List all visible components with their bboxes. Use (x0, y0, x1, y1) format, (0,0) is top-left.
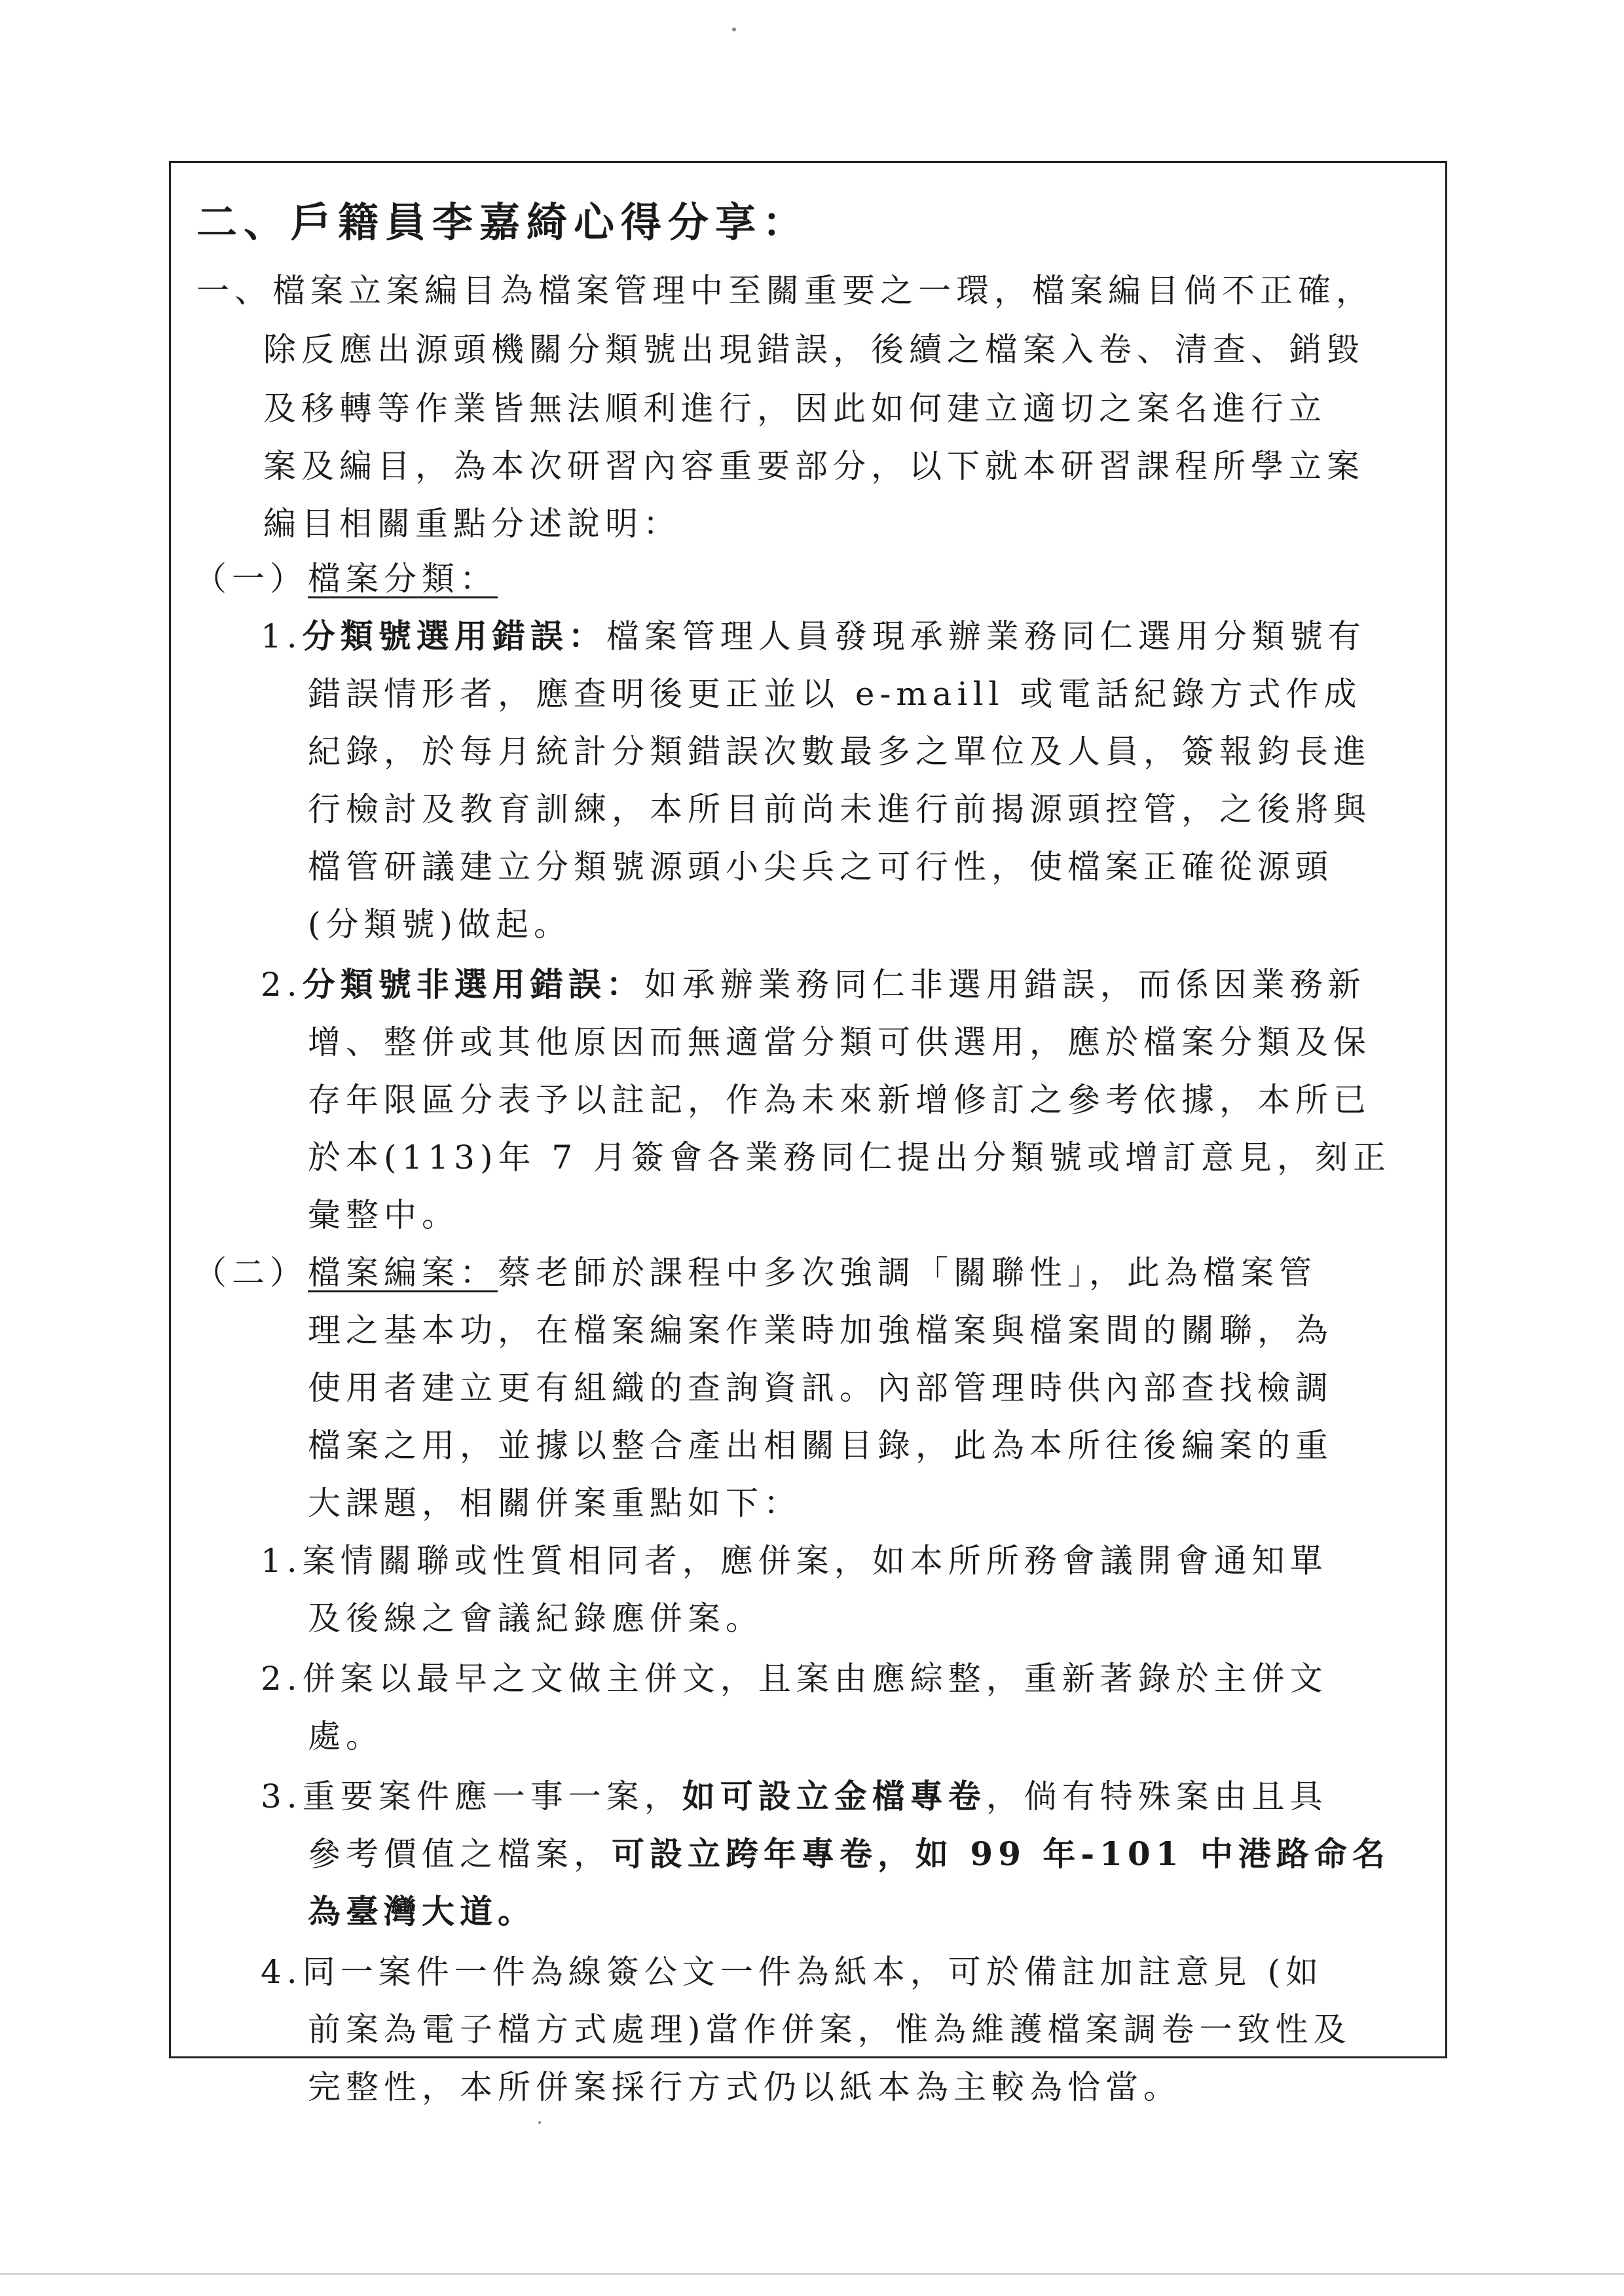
part2-item3-number: 3. (261, 1777, 303, 1815)
part2-item1-line: 及後線之會議紀錄應併案。 (308, 1599, 764, 1637)
part2-item4-line: 完整性，本所併案採行方式仍以紙本為主較為恰當。 (308, 2068, 1181, 2106)
part1-item1-first-line (261, 608, 1366, 665)
part1-item2-text: 如承辦業務同仁非選用錯誤，而係因業務新 (644, 966, 1366, 1004)
part1-item2-first-line (261, 956, 1366, 1013)
part2-item3-text: 重要案件應一事一案， (302, 1777, 682, 1815)
part2-item3-line (308, 1825, 1390, 1883)
part2-item4-number: 4. (261, 1953, 303, 1991)
part2-item1-number: 1. (261, 1542, 303, 1580)
part2-item3-line: 為臺灣大道。 (308, 1892, 536, 1931)
part1-item1-line: 行檢討及教育訓練，本所目前尚未進行前揭源頭控管，之後將與 (308, 790, 1371, 828)
part1-item1-line: 紀錄，於每月統計分類錯誤次數最多之單位及人員，簽報鈞長進 (308, 733, 1371, 771)
part2-first-line (194, 1244, 1317, 1302)
part1-item1-line: (分類號)做起。 (308, 905, 572, 943)
part1-item2-line: 增、整併或其他原因而無適當分類可供選用，應於檔案分類及保 (308, 1023, 1371, 1061)
section-title: 二、戶籍員李嘉綺心得分享： (196, 198, 810, 246)
part2-item3-text: ，倘有特殊案由且具 (986, 1777, 1328, 1815)
part2-item4-text: 同一案件一件為線簽公文一件為紙本，可於備註加註意見 (如 (302, 1953, 1324, 1991)
scan-speck (732, 27, 736, 31)
part1-item2-number: 2. (261, 966, 303, 1004)
part1-item2-line: 存年限區分表予以註記，作為未來新增修訂之參考依據，本所已 (308, 1081, 1371, 1119)
intro-line: 除反應出源頭機關分類號出現錯誤，後續之檔案入卷、清查、銷毀 (263, 331, 1365, 369)
part2-line: 大課題，相關併案重點如下： (308, 1484, 802, 1522)
part2-item2-line: 處。 (308, 1717, 384, 1755)
part1-heading (194, 550, 498, 608)
part2-item2-text: 併案以最早之文做主併文，且案由應綜整，重新著錄於主併文 (302, 1660, 1328, 1698)
part2-text: 蔡老師於課程中多次強調「關聯性」，此為檔案管 (498, 1254, 1317, 1292)
part1-item2-title: 分類號非選用錯誤： (302, 965, 644, 1004)
part1-item2-line: 於本(113)年 7 月簽會各業務同仁提出分類號或增訂意見，刻正 (308, 1139, 1392, 1176)
part2-item4-line: 前案為電子檔方式處理)當作併案，惟為維護檔案調卷一致性及 (308, 2011, 1352, 2049)
part1-item1-line: 檔管研議建立分類號源頭小尖兵之可行性，使檔案正確從源頭 (308, 848, 1333, 886)
part2-item3-bold: 可設立跨年專卷，如 99 年-101 中港路命名 (612, 1834, 1390, 1873)
part1-marker: （一） (194, 560, 308, 598)
intro-line: 案及編目，為本次研習內容重要部分，以下就本研習課程所學立案 (263, 447, 1365, 485)
part2-item3-first-line (261, 1768, 1328, 1825)
part2-item4-first-line (261, 1943, 1323, 2001)
intro-line: 及移轉等作業皆無法順利進行，因此如何建立適切之案名進行立 (263, 390, 1327, 428)
part1-title: 檔案分類： (308, 560, 498, 598)
part2-title: 檔案編案： (308, 1254, 498, 1292)
part2-item2-first-line (261, 1650, 1328, 1707)
part1-item1-line: 錯誤情形者，應查明後更正並以 e-maill 或電話紀錄方式作成 (308, 675, 1362, 713)
part2-line: 檔案之用，並據以整合產出相關目錄，此為本所往後編案的重 (308, 1427, 1333, 1465)
intro-line: 編目相關重點分述說明： (263, 505, 681, 543)
part1-item2-line: 彙整中。 (308, 1196, 460, 1234)
scan-speck (538, 2121, 541, 2124)
part2-item1-first-line (261, 1532, 1328, 1590)
part2-marker: （二） (194, 1254, 308, 1292)
scan-edge-line (0, 2273, 1624, 2275)
part1-item1-number: 1. (261, 617, 303, 655)
part2-item3-bold: 如可設立金檔專卷 (682, 1777, 986, 1815)
part2-line: 理之基本功，在檔案編案作業時加強檔案與檔案間的關聯，為 (308, 1311, 1333, 1349)
part2-line: 使用者建立更有組織的查詢資訊。內部管理時供內部查找檢調 (308, 1369, 1333, 1407)
part2-item2-number: 2. (261, 1660, 303, 1698)
part1-item1-title: 分類號選用錯誤： (302, 617, 606, 655)
part1-item1-text: 檔案管理人員發現承辦業務同仁選用分類號有 (606, 617, 1366, 655)
part2-item1-text: 案情關聯或性質相同者，應併案，如本所所務會議開會通知單 (302, 1542, 1328, 1580)
part2-item3-text: 參考價值之檔案， (308, 1835, 612, 1873)
intro-line: 一、檔案立案編目為檔案管理中至關重要之一環，檔案編目倘不正確， (196, 272, 1374, 310)
